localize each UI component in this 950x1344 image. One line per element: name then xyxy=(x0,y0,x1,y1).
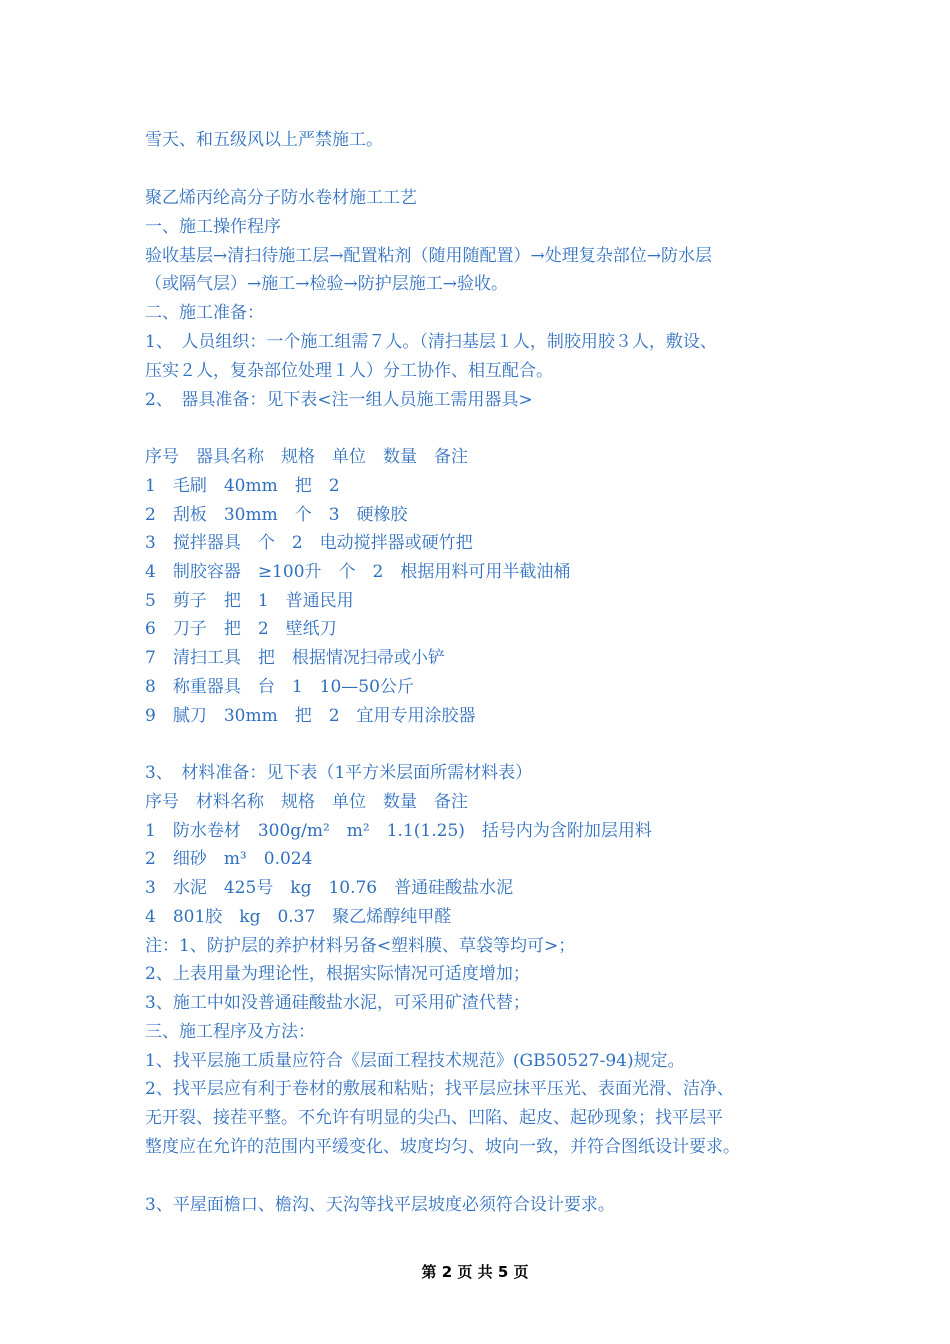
section-title: 聚乙烯丙纶高分子防水卷材施工工艺 xyxy=(145,188,417,208)
table-row: 2 刮板 30mm 个 3 硬橡胶 xyxy=(145,505,408,525)
page-number-footer: 第 2 页 共 5 页 xyxy=(421,1263,529,1281)
heading: 三、施工程序及方法： xyxy=(145,1022,315,1042)
table-row: 1 防水卷材 300g/m² m² 1.1(1.25) 括号内为含附加层用料 xyxy=(145,821,652,841)
text-line: 3、平屋面檐口、檐沟、天沟等找平层坡度必须符合设计要求。 xyxy=(145,1195,615,1215)
text-line: 雪天、和五级风以上严禁施工。 xyxy=(145,130,383,150)
text-line: （或隔气层）→施工→检验→防护层施工→验收。 xyxy=(145,274,508,294)
table-row: 3 搅拌器具 个 2 电动搅拌器或硬竹把 xyxy=(145,533,473,553)
note-line: 注：1、防护层的养护材料另备<塑料膜、草袋等均可>； xyxy=(145,936,576,956)
heading: 二、施工准备： xyxy=(145,303,264,323)
table-row: 8 称重器具 台 1 10—50公斤 xyxy=(145,677,414,697)
table-row: 1 毛刷 40mm 把 2 xyxy=(145,476,340,496)
text-line: 1、 人员组织：一个施工组需７人。（清扫基层１人，制胶用胶３人，敷设、 xyxy=(145,332,717,352)
table-row: 6 刀子 把 2 壁纸刀 xyxy=(145,619,337,639)
table-row: 5 剪子 把 1 普通民用 xyxy=(145,591,354,611)
table-row: 7 清扫工具 把 根据情况扫帚或小铲 xyxy=(145,648,445,668)
note-line: 2、上表用量为理论性，根据实际情况可适度增加； xyxy=(145,964,530,984)
text-line: 验收基层→清扫待施工层→配置粘剂（随用随配置）→处理复杂部位→防水层 xyxy=(145,246,712,266)
text-line: 整度应在允许的范围内平缓变化、坡度均匀、坡向一致，并符合图纸设计要求。 xyxy=(145,1137,740,1157)
table-row: 4 801胶 kg 0.37 聚乙烯醇纯甲醛 xyxy=(145,907,452,927)
note-line: 3、施工中如没普通硅酸盐水泥，可采用矿渣代替； xyxy=(145,993,530,1013)
text-line: 无开裂、接茬平整。不允许有明显的尖凸、凹陷、起皮、起砂现象；找平层平 xyxy=(145,1108,723,1128)
heading: 一、施工操作程序 xyxy=(145,217,281,237)
table-header: 序号 材料名称 规格 单位 数量 备注 xyxy=(145,792,468,812)
text-line: 2、找平层应有利于卷材的敷展和粘贴；找平层应抹平压光、表面光滑、洁净、 xyxy=(145,1079,734,1099)
table-row: 4 制胶容器 ≥100升 个 2 根据用料可用半截油桶 xyxy=(145,562,571,582)
table-header: 序号 器具名称 规格 单位 数量 备注 xyxy=(145,447,468,467)
text-line: 3、 材料准备：见下表（1平方米层面所需材料表） xyxy=(145,763,533,783)
text-line: 2、 器具准备：见下表<注一组人员施工需用器具> xyxy=(145,390,533,410)
text-line: 1、找平层施工质量应符合《层面工程技术规范》(GB50527-94)规定。 xyxy=(145,1051,685,1071)
table-row: 2 细砂 m³ 0.024 xyxy=(145,849,313,869)
table-row: 3 水泥 425号 kg 10.76 普通硅酸盐水泥 xyxy=(145,878,514,898)
text-line: 压实２人，复杂部位处理１人）分工协作、相互配合。 xyxy=(145,361,553,381)
table-row: 9 腻刀 30mm 把 2 宜用专用涂胶器 xyxy=(145,706,476,726)
